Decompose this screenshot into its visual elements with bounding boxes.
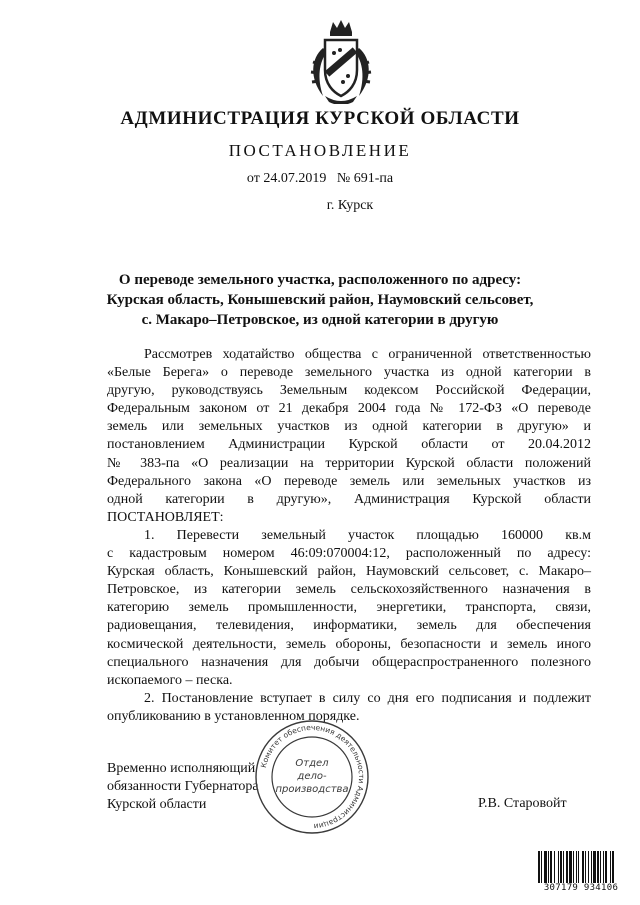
body-line: Рассмотрев ходатайство общества с ограниченной ответственностью: [144, 347, 591, 362]
body-line: Петровское, из категории земель сельскохозяйственного назначения в: [107, 582, 591, 598]
stamp-ring-text: Комитет обеспечения деятельности Администрации: [258, 722, 367, 832]
barcode-bar: [541, 851, 542, 883]
barcode-bar: [600, 851, 601, 883]
barcode-bar: [538, 851, 540, 883]
document-subject: [0, 270, 640, 330]
body-line: 1. Перевести земельный участок площадью 160000 кв.м: [144, 527, 591, 543]
body-line: 2. Постановление вступает в силу со дня его подписания и подлежит: [144, 690, 591, 706]
document-body: [107, 346, 591, 726]
barcode-bar: [569, 851, 572, 883]
subject-line: О переводе земельного участка, расположенного по адресу:: [118, 272, 522, 288]
barcode-bar: [544, 851, 547, 883]
body-line: № 383-па «О реализации на территории Курской области положений: [107, 455, 591, 471]
body-line: ископаемого – песка.: [107, 672, 233, 688]
body-line: другую, руководствуясь Земельным кодексом Российской Федерации,: [107, 383, 591, 399]
barcode-bar: [582, 851, 584, 883]
barcode-bar: [558, 851, 559, 883]
barcode-bar: [597, 851, 599, 883]
signatory-line: Временно исполняющий: [107, 761, 256, 776]
stamp-center-line: производства: [275, 784, 349, 795]
barcode-bar: [576, 851, 577, 883]
barcode-bar: [578, 851, 579, 883]
barcode-bar: [591, 851, 592, 883]
signatory-line: Курской области: [107, 797, 207, 812]
city: г. Курск: [326, 198, 374, 213]
body-line: радиовещания, телевидения, информатики, земель для обеспечения: [107, 618, 591, 634]
barcode-bar: [588, 851, 589, 883]
barcode-bar: [585, 851, 586, 883]
signatory-name: Р.В. Старовойт: [478, 796, 567, 811]
body-line: опубликованию в установленном порядке.: [107, 708, 360, 724]
barcode-bar: [573, 851, 574, 883]
body-line: категорию земель промышленности, энергетики, транспорта, связи,: [107, 600, 591, 616]
subject-line: Курская область, Конышевский район, Наумовский сельсовет,: [106, 292, 534, 308]
barcode-bar: [605, 851, 607, 883]
signatory-line: обязанности Губернатора: [107, 779, 259, 794]
document-type: ПОСТАНОВЛЕНИЕ: [228, 141, 412, 160]
organization-title: АДМИНИСТРАЦИЯ КУРСКОЙ ОБЛАСТИ: [120, 108, 520, 129]
barcode-bar: [560, 851, 562, 883]
body-line: Федеральным законом от 21 декабря 2004 года № 172-ФЗ «О переводе: [107, 401, 591, 417]
body-line: Курская область, Конышевский район, Наумовский сельсовет, с. Макаро–: [107, 564, 591, 580]
barcode-bar: [563, 851, 564, 883]
body-line: с кадастровым номером 46:09:070004:12, расположенный по адресу:: [107, 546, 591, 562]
barcode-bar: [566, 851, 568, 883]
body-line: земель или земельных участков из одной категории в другую» и: [107, 419, 591, 435]
subject-line: с. Макаро–Петровское, из одной категории в другую: [141, 312, 499, 328]
body-line: постановлением Администрации Курской области от 20.04.2012: [107, 437, 591, 453]
stamp-center-line: Отдел: [295, 758, 329, 769]
barcode-bar: [612, 851, 614, 883]
body-line: Федерального закона «О переводе земель или земельных участков из: [107, 473, 591, 489]
date-and-number: от 24.07.2019 № 691-па: [246, 171, 394, 186]
coat-of-arms-emblem: [303, 18, 379, 104]
body-line: ПОСТАНОВЛЯЕТ:: [107, 509, 224, 525]
signatory-position: [107, 760, 259, 814]
barcode-bar: [554, 851, 555, 883]
body-line: космической деятельности, земель обороны, безопасности и земель иного: [107, 636, 591, 652]
stamp-center-line: дело-: [297, 771, 327, 782]
office-stamp: [253, 718, 371, 836]
barcode-bar: [548, 851, 549, 883]
barcode-bar: [603, 851, 604, 883]
barcode-bar: [593, 851, 596, 883]
body-line: специального назначения для добычи общераспространенного полезного: [107, 654, 591, 670]
body-line: «Белые Берега» о переводе земельного участка из одной категории в: [107, 365, 591, 381]
barcode-bar: [610, 851, 611, 883]
body-line: одной категории в другую», Администрация Курской области: [107, 491, 591, 507]
barcode-number: 307179 934106: [531, 883, 631, 893]
barcode-bar: [550, 851, 552, 883]
